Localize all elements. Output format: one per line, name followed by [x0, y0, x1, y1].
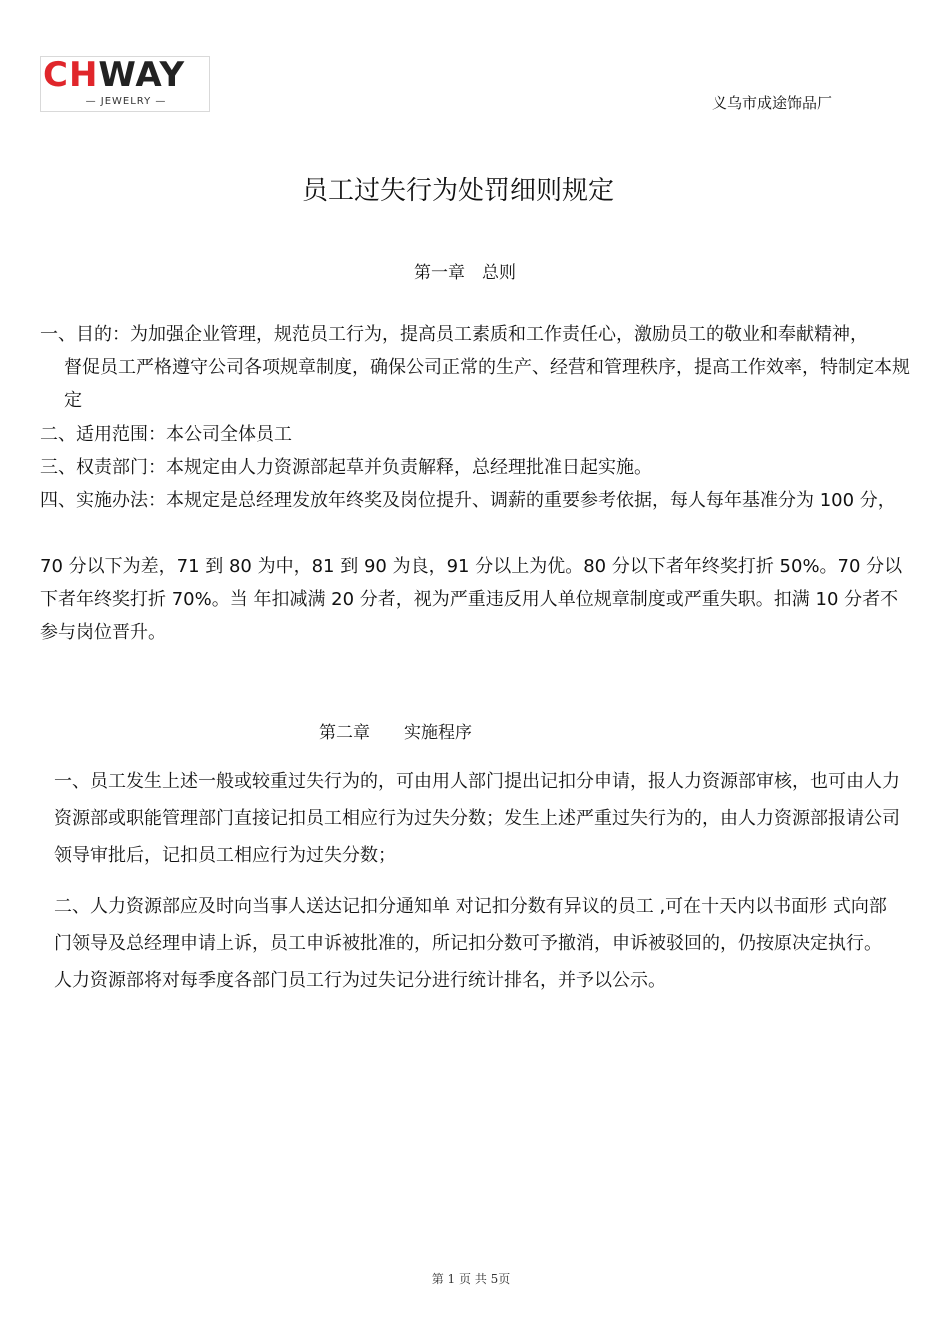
- chapter2-heading: 第二章 实施程序: [319, 723, 472, 743]
- chapter1-item1-line1: 一、目的：为加强企业管理，规范员工行为，提高员工素质和工作责任心，激励员工的敬业和奉献精神，: [40, 324, 868, 345]
- document-title: 员工过失行为处罚细则规定: [301, 176, 614, 206]
- chapter1-heading: 第一章 总则: [414, 263, 516, 283]
- chapter1-item4: 四、实施办法：本规定是总经理发放年终奖及岗位提升、调薪的重要参考依据，每人每年基准分为 100 分，: [40, 490, 896, 511]
- logo-dark-letters: WAY: [98, 55, 186, 95]
- chapter1-item4-continued: 70 分以下为差，71 到 80 为中，81 到 90 为良，91 分以上为优。80 分以下者年终奖打折 50%。70 分以下者年终奖打折 70%。当 年扣减满 20 分者，视为严重违反用人单位规章制度或严重失职。扣满 10 分者不参与岗位晋升。: [40, 556, 903, 643]
- chapter1-item3: 三、权责部门：本规定由人力资源部起草并负责解释，总经理批准日起实施。: [40, 457, 652, 478]
- chapter1-item1-rest: 督促员工严格遵守公司各项规章制度，确保公司正常的生产、经营和管理秩序，提高工作效率，特制定本规定: [64, 357, 910, 411]
- page-number: 第 1 页 共 5页: [431, 1272, 511, 1286]
- company-logo: [40, 56, 210, 112]
- chapter1-item2: 二、适用范围：本公司全体员工: [40, 424, 292, 445]
- logo-red-letters: CH: [43, 55, 99, 95]
- chapter1-item1: [40, 318, 920, 417]
- chapter2-item1: 一、员工发生上述一般或较重过失行为的，可由用人部门提出记扣分申请，报人力资源部审核，也可由人力资源部或职能管理部门直接记扣员工相应行为过失分数；发生上述严重过失行为的，由人力资源部报请公司领导审批后，记扣员工相应行为过失分数；: [54, 771, 900, 866]
- company-name: 义乌市成途饰品厂: [712, 94, 833, 112]
- logo-tagline: — JEWELRY —: [85, 96, 167, 107]
- chapter2-item2: 二、人力资源部应及时向当事人送达记扣分通知单 对记扣分数有异议的员工 ,可在十天内以书面形 式向部门领导及总经理申请上诉，员工申诉被批准的，所记扣分数可予撤消，申诉被驳回的，仍按原决定执行。 人力资源部将对每季度各部门员工行为过失记分进行统计排名，并予以公示。: [54, 896, 887, 991]
- logo-wordmark: [43, 57, 209, 93]
